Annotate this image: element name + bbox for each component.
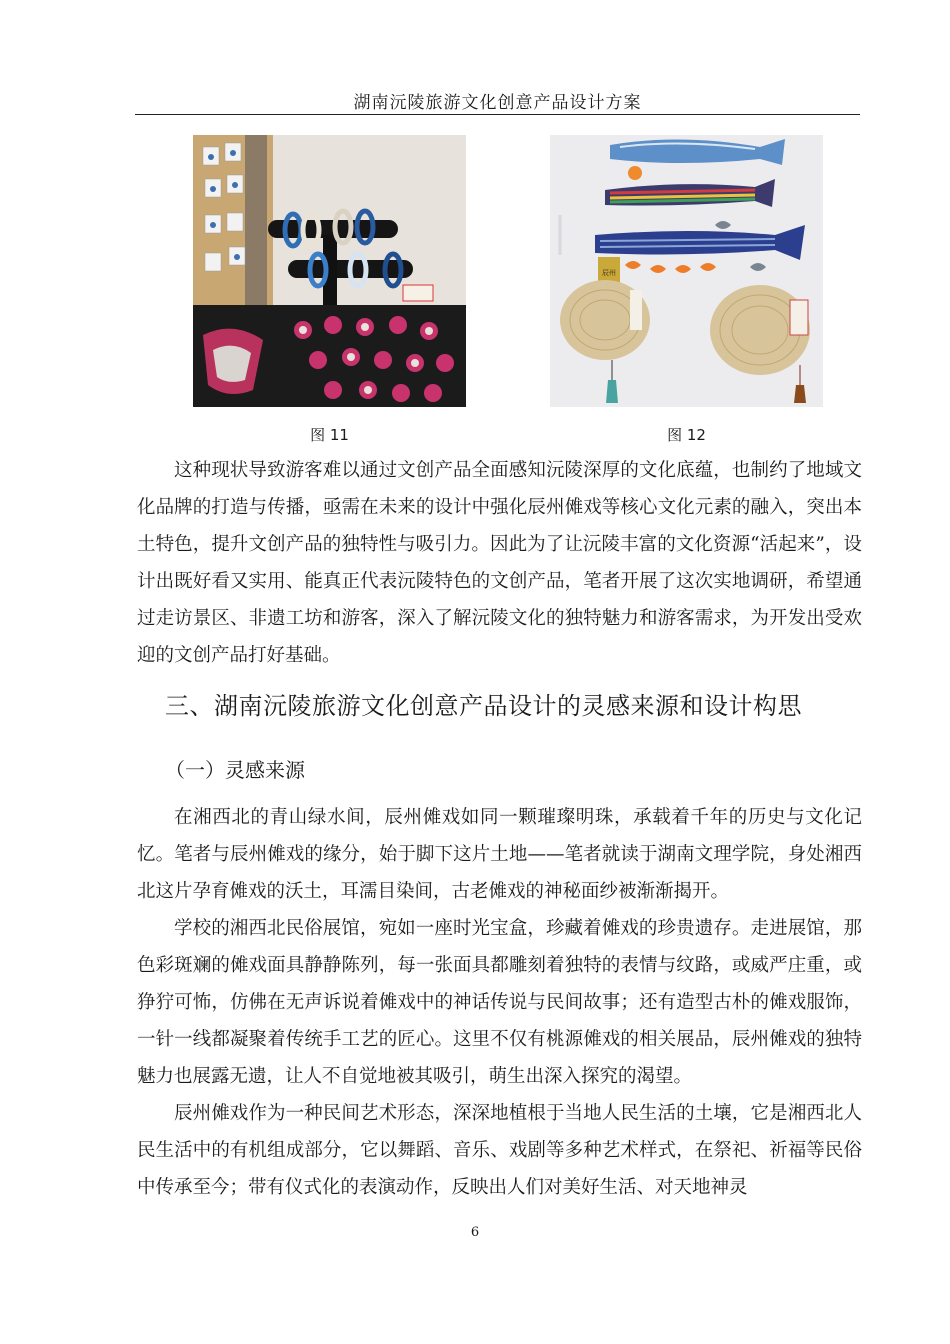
paragraph: 学校的湘西北民俗展馆，宛如一座时光宝盒，珍藏着傩戏的珍贵遗存。走进展馆，那色彩斑斓的傩戏面具静静陈列，每一张面具都雕刻着独特的表情与纹路，或威严庄重，或狰狞可怖，仿佛在无声诉说着傩戏中的神话传说与民间故事；还有造型古朴的傩戏服饰，一针一线都凝聚着传统手工艺的匠心。这里不仅有桃源傩戏的相关展品，辰州傩戏的独特魅力也展露无遗，让人不自觉地被其吸引，萌生出深入探究的渴望。: [137, 918, 862, 1087]
figure-12-fish-ornament-photo: [550, 135, 823, 407]
subsection-heading: （一）灵感来源: [165, 758, 305, 782]
intro-paragraph-block: [137, 452, 862, 674]
paragraph: 在湘西北的青山绿水间，辰州傩戏如同一颗璀璨明珠，承载着千年的历史与文化记忆。笔者与辰州傩戏的缘分，始于脚下这片土地——笔者就读于湖南文理学院，身处湘西北这片孕育傩戏的沃土，耳濡目染间，古老傩戏的神秘面纱被渐渐揭开。: [137, 807, 862, 902]
figure-12-caption: 图 12: [667, 426, 706, 444]
page-number: 6: [470, 1225, 480, 1240]
fish-ornament-illustration: [550, 135, 823, 407]
body-paragraphs: [137, 799, 862, 1206]
header-rule: [135, 114, 860, 115]
section-heading: 三、湖南沅陵旅游文化创意产品设计的灵感来源和设计构思: [165, 692, 802, 720]
running-header: 湖南沅陵旅游文化创意产品设计方案: [353, 93, 642, 113]
paragraph: 辰州傩戏作为一种民间艺术形态，深深地植根于当地人民生活的土壤，它是湘西北人民生活中的有机组成部分，它以舞蹈、音乐、戏剧等多种艺术样式，在祭祀、祈福等民俗中传承至今；带有仪式化的表演动作，反映出人们对美好生活、对天地神灵: [137, 1103, 862, 1198]
figure-11-caption: 图 11: [310, 426, 349, 444]
intro-paragraph: 这种现状导致游客难以通过文创产品全面感知沅陵深厚的文化底蕴，也制约了地域文化品牌的打造与传播，亟需在未来的设计中强化辰州傩戏等核心文化元素的融入，突出本土特色，提升文创产品的独特性与吸引力。因此为了让沅陵丰富的文化资源“活起来”，设计出既好看又实用、能真正代表沅陵特色的文创产品，笔者开展了这次实地调研，希望通过走访景区、非遗工坊和游客，深入了解沅陵文化的独特魅力和游客需求，为开发出受欢迎的文创产品打好基础。: [137, 460, 862, 666]
jewelry-display-illustration: [193, 135, 466, 407]
figure-11-jewelry-photo: [193, 135, 466, 407]
ornament-tag-text: 辰州: [602, 269, 616, 277]
